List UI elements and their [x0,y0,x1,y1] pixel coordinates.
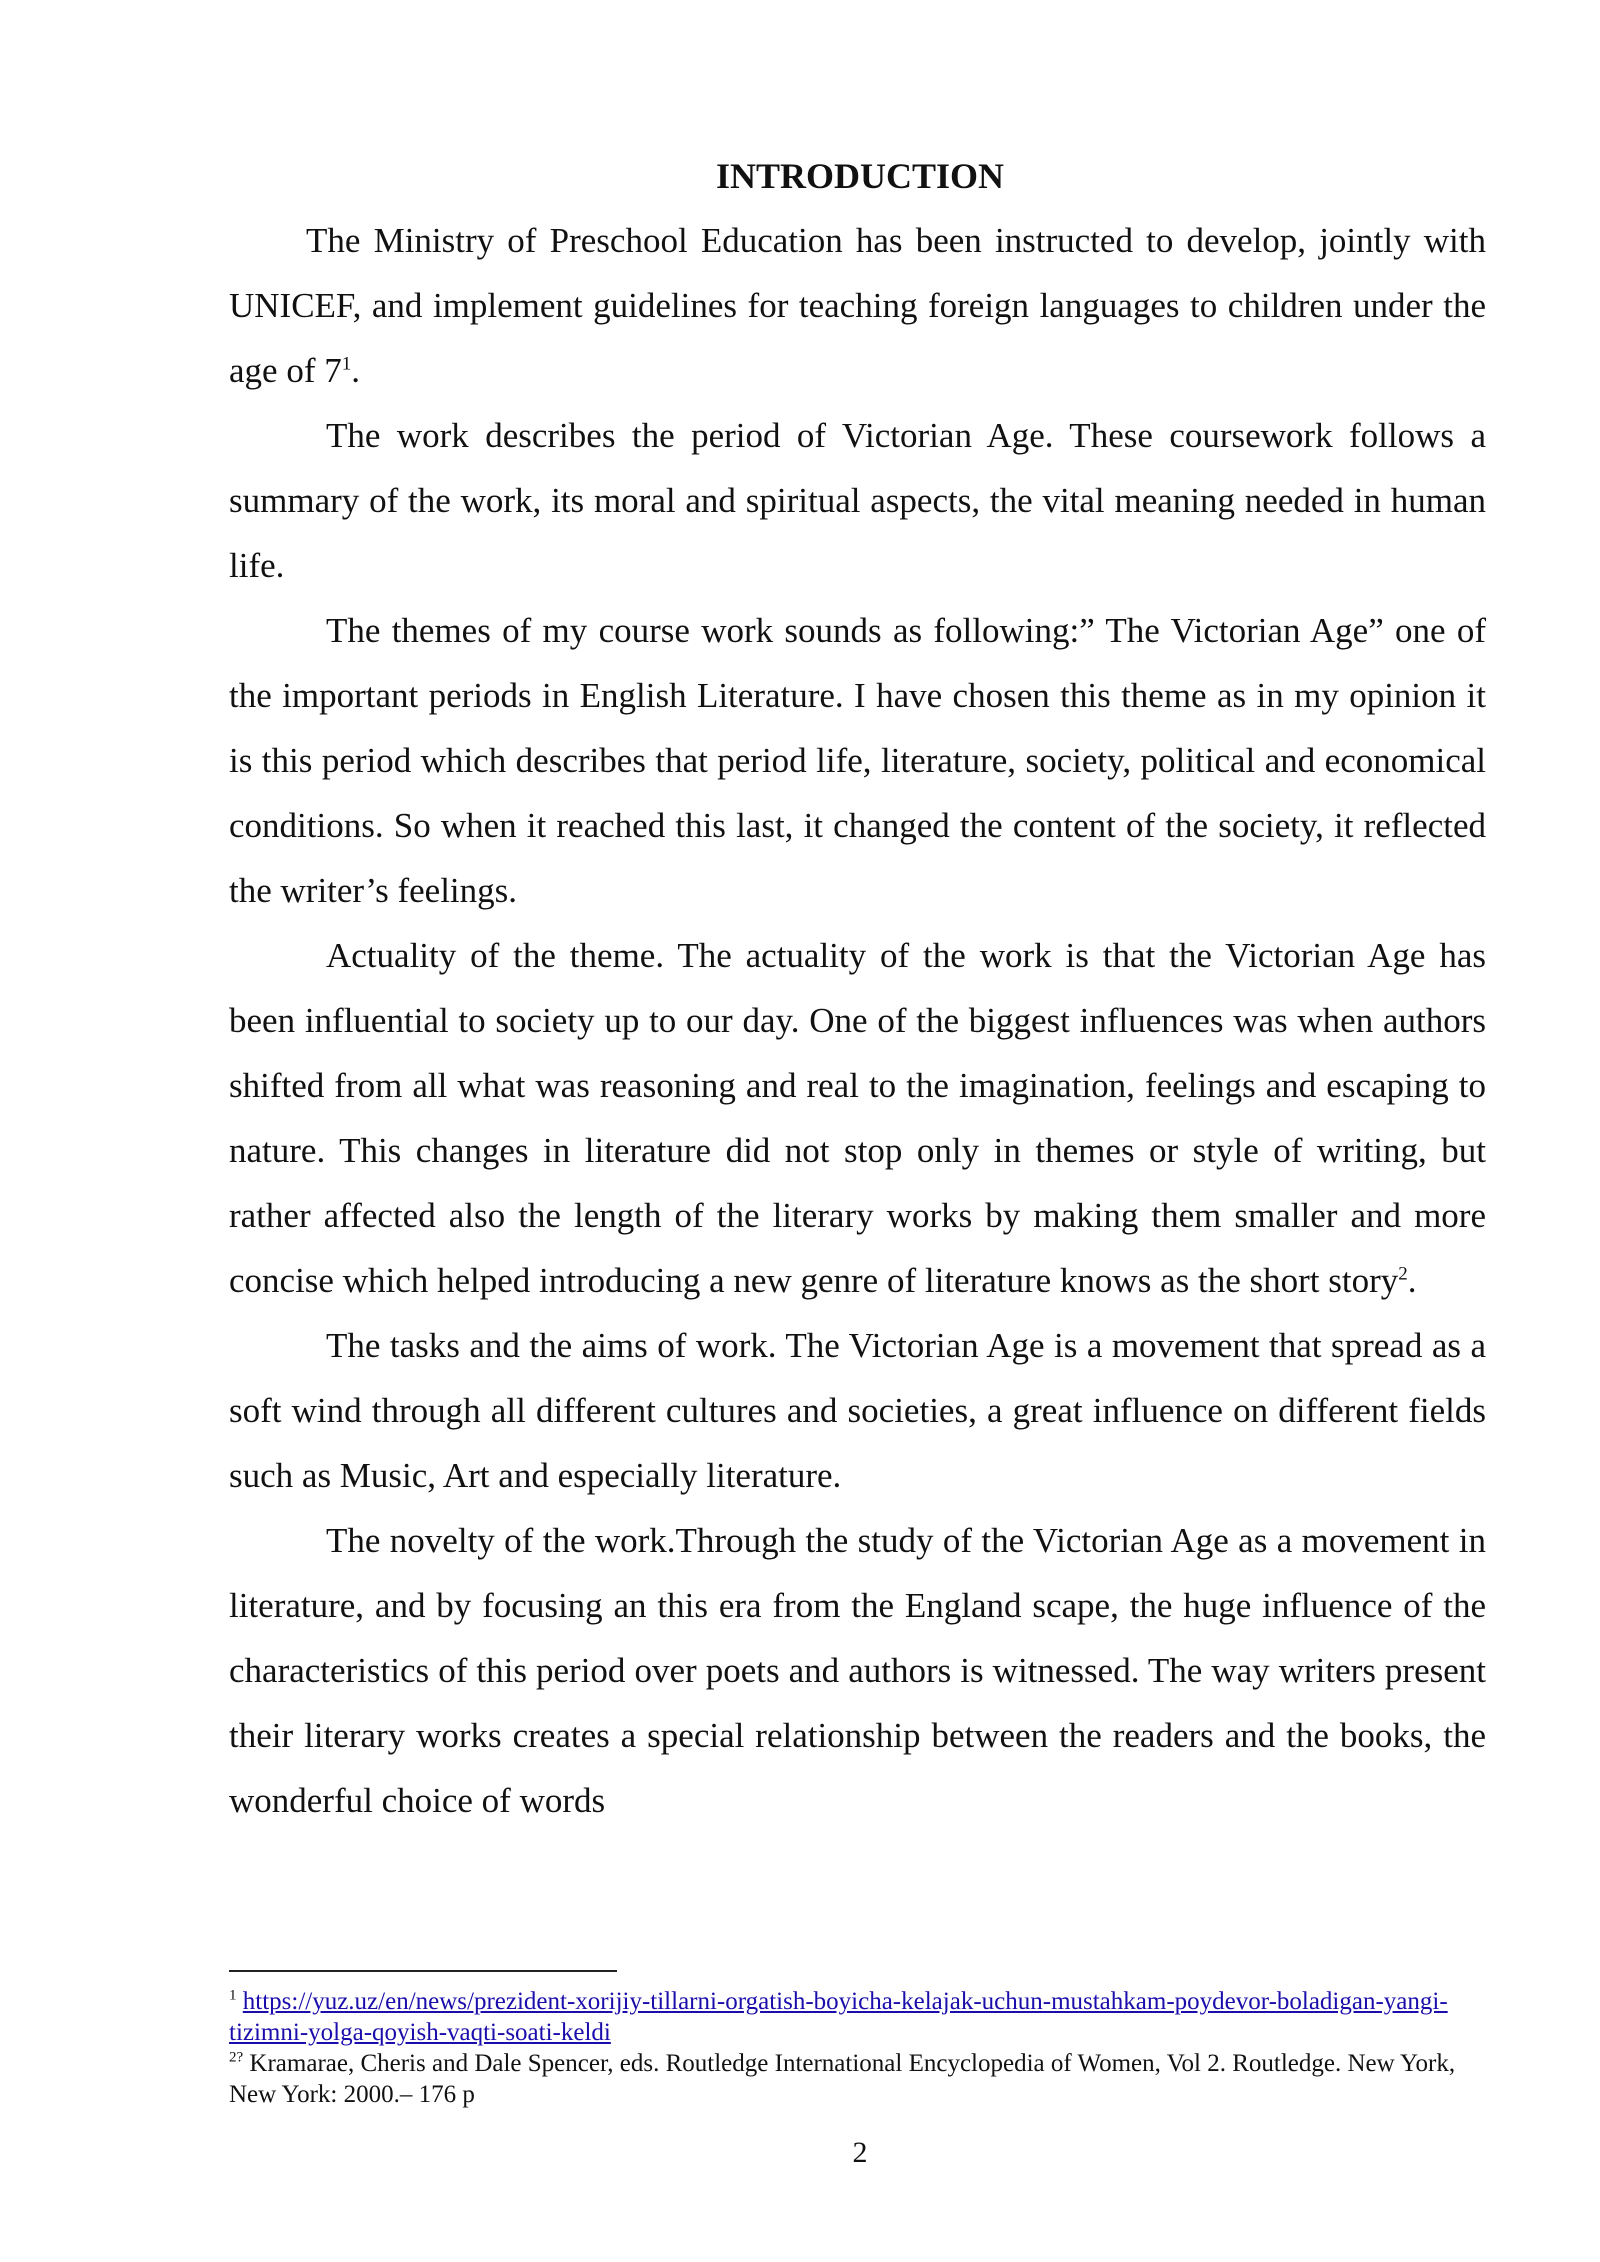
paragraph-text: The novelty of the work.Through the study of the Victorian Age as a movement in literature, and by focusing an this era from the England scape, the huge influence of the characteristics of this period over poets and authors is witnessed. The way writers present their literary works creates a special relationship between the readers and the books, the wonderful choice of words [229,1521,1486,1820]
footnote-reference[interactable]: 2 [1398,1263,1408,1285]
paragraph-punctuation: . [351,351,360,390]
footnote-mark: 1 [229,1987,237,2004]
section-heading: INTRODUCTION [715,156,1005,196]
footnote-2 [229,2048,1486,2110]
paragraph-tasks-aims [229,1313,1486,1508]
paragraph-ministry [229,208,1486,403]
paragraph-actuality [229,923,1486,1313]
footnotes [229,1986,1486,2110]
paragraph-text: The work describes the period of Victorian Age. These coursework follows a summary of the work, its moral and spiritual aspects, the vital meaning needed in human life. [229,416,1486,585]
footnote-1 [229,1986,1486,2048]
paragraph-work-description [229,403,1486,598]
footnote-reference[interactable]: 1 [341,353,352,375]
paragraph-text: The tasks and the aims of work. The Victorian Age is a movement that spread as a soft wind through all different cultures and societies, a great influence on different fields such as Music, Art and especially literature. [229,1326,1486,1495]
paragraph-novelty [229,1508,1486,1833]
footnote-separator [229,1970,617,1972]
footnote-link[interactable]: https://yuz.uz/en/news/prezident-xorijiy-tillarni-orgatish-boyicha-kelajak-uchun-mustahkam-poydevor-boladigan-yangi-tizimni-yolga-qoyish-vaqti-soati-keldi [229,1988,1448,2046]
paragraph-themes [229,598,1486,923]
paragraph-punctuation: . [1407,1261,1417,1300]
body-text [229,208,1486,1833]
footnote-mark: 2? [229,2049,244,2066]
paragraph-text: The Ministry of Preschool Education has been instructed to develop, jointly with UNICEF, and implement guidelines for teaching foreign languages to children under the age of 7 [229,221,1486,390]
paragraph-text: The themes of my course work sounds as following:” The Victorian Age” one of the important periods in English Literature. I have chosen this theme as in my opinion it is this period which describes that period life, literature, society, political and economical conditions. So when it reached this last, it changed the content of the society, it reflected the writer’s feelings. [229,611,1486,910]
page-number: 2 [852,2136,868,2169]
paragraph-text: Actuality of the theme. The actuality of the work is that the Victorian Age has been influential to society up to our day. One of the biggest influences was when authors shifted from all what was reasoning and real to the imagination, feelings and escaping to nature. This changes in literature did not stop only in themes or style of writing, but rather affected also the length of the literary works by making them smaller and more concise which helped introducing a new genre of literature knows as the short story [229,936,1486,1300]
footnote-text: Kramarae, Cheris and Dale Spencer, eds. Routledge International Encyclopedia of Women, Vol 2. Routledge. New York, New York: 2000.– 176 p [229,2050,1456,2108]
